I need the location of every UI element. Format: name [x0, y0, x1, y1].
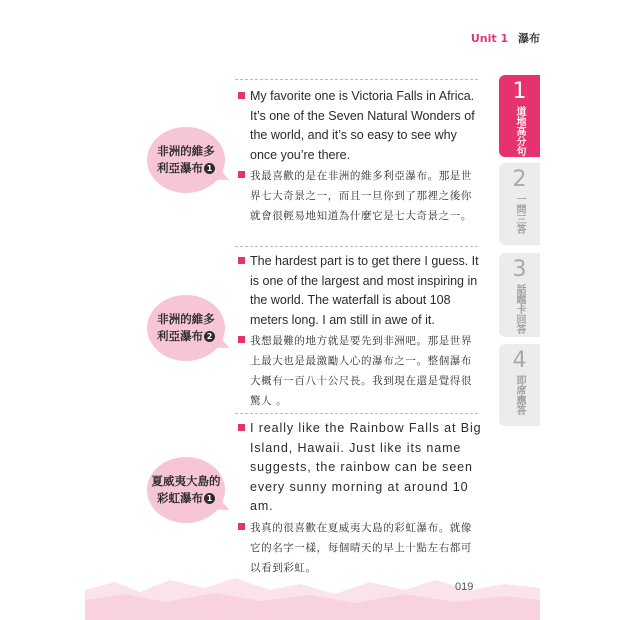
phrase-entry [237, 419, 482, 578]
tab-number: 4 [512, 348, 527, 373]
unit-topic: 瀑布 [518, 32, 540, 45]
english-text: The hardest part is to get there I guess. It is one of the largest and most inspiring in the world. The waterfall is about 108 meters long. I am still in awe of it. [250, 254, 479, 327]
bullet-square-icon [238, 523, 245, 530]
number-badge: 2 [204, 331, 215, 342]
tab-label: 一問三答 [514, 194, 525, 234]
bubble-line: 彩虹瀑布 [157, 491, 203, 505]
tab-1[interactable] [499, 75, 540, 157]
divider [235, 246, 478, 247]
bubble-line: 非洲的維多 [157, 144, 215, 158]
tab-label: 道地高分句 [514, 106, 525, 156]
bubble-line: 利亞瀑布 [157, 161, 203, 175]
chinese-translation [237, 331, 482, 411]
bullet-square-icon [238, 92, 245, 99]
chinese-text: 我想最難的地方就是要先到非洲吧。那是世界上最大也是最激勵人心的瀑布之一。整個瀑布大概有一百八十公尺長。我到現在還是覺得很驚人 。 [250, 335, 472, 407]
tab-number: 3 [512, 257, 527, 282]
english-sentence [237, 419, 482, 517]
english-text: I really like the Rainbow Falls at Big Island, Hawaii. Just like its name suggests, the rainbow can be seen every sunny morning at around 10 am. [250, 421, 482, 513]
bullet-square-icon [238, 171, 245, 178]
bubble-line: 利亞瀑布 [157, 329, 203, 343]
bullet-square-icon [238, 336, 245, 343]
number-badge: 1 [204, 163, 215, 174]
bubble-line: 夏威夷大島的 [151, 474, 221, 488]
tab-label: 即席應答 [514, 375, 525, 415]
number-badge: 1 [204, 493, 215, 504]
tab-number: 1 [512, 79, 527, 104]
english-text: My favorite one is Victoria Falls in Africa. It’s one of the Seven Natural Wonders of the world, and it’s so easy to see why once you’re there. [250, 89, 475, 162]
tab-3[interactable] [499, 253, 540, 337]
tab-2[interactable] [499, 163, 540, 245]
topic-bubble [147, 295, 225, 361]
topic-bubble [147, 457, 225, 523]
bullet-square-icon [238, 424, 245, 431]
english-sentence [237, 252, 482, 330]
phrase-entry [237, 252, 482, 411]
chinese-text: 我最喜歡的是在非洲的維多利亞瀑布。那是世界七大奇景之一，而且一旦你到了那裡之後你就會很輕易地知道為什麼它是七大奇景之一。 [250, 170, 472, 222]
english-sentence [237, 87, 482, 165]
tab-number: 2 [512, 167, 527, 192]
chinese-translation [237, 166, 482, 226]
tab-4[interactable] [499, 344, 540, 426]
divider [235, 413, 478, 414]
topic-bubble [147, 127, 225, 193]
bubble-line: 非洲的維多 [157, 312, 215, 326]
unit-label: Unit 1 [470, 32, 509, 45]
tab-label: 話題卡回答 [514, 284, 525, 334]
page-header [471, 30, 540, 46]
phrase-entry [237, 87, 482, 226]
page-number: 019 [455, 581, 474, 593]
divider [235, 79, 478, 80]
chinese-text: 我真的很喜歡在夏威夷大島的彩虹瀑布。就像它的名字一樣，每個晴天的早上十點左右都可以看到彩虹。 [250, 521, 472, 574]
bullet-square-icon [238, 257, 245, 264]
